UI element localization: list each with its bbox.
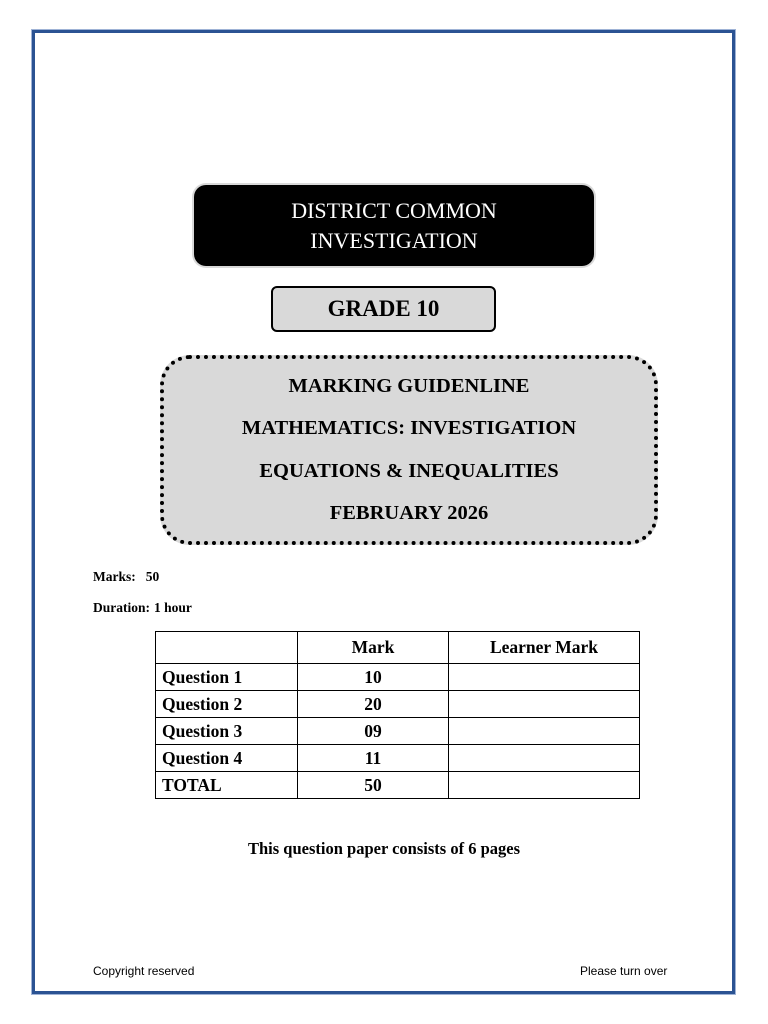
table-row [156, 745, 640, 772]
row-mark: 09 [298, 718, 449, 745]
row-item: Question 4 [156, 745, 298, 772]
table-total-row [156, 772, 640, 799]
grade-label: GRADE 10 [327, 296, 440, 321]
marks-label: Marks: [93, 569, 136, 584]
row-mark: 10 [298, 664, 449, 691]
marks-value: 50 [145, 569, 160, 584]
table-row [156, 664, 640, 691]
row-mark: 50 [298, 772, 449, 799]
pages-note: This question paper consists of 6 pages [247, 839, 520, 858]
grade-box [271, 286, 496, 332]
table-row [156, 691, 640, 718]
footer-turn-over: Please turn over [580, 964, 668, 978]
row-learner-mark [449, 691, 640, 718]
subject-line-2: MATHEMATICS: INVESTIGATION [241, 417, 577, 440]
duration-label: Duration: [93, 600, 150, 615]
row-mark: 20 [298, 691, 449, 718]
subject-box [160, 355, 658, 545]
table-header-learner-mark: Learner Mark [449, 632, 640, 664]
row-mark: 11 [298, 745, 449, 772]
title-banner [194, 185, 594, 266]
subject-line-1: MARKING GUIDENLINE [288, 374, 530, 397]
row-item: Question 2 [156, 691, 298, 718]
subject-line-3: EQUATIONS & INEQUALITIES [259, 459, 559, 482]
row-learner-mark [449, 718, 640, 745]
table-header-cell [156, 632, 298, 664]
marks-table [155, 631, 640, 799]
row-item: Question 3 [156, 718, 298, 745]
subject-line-4: FEBRUARY 2026 [329, 502, 489, 525]
duration-info [93, 600, 192, 616]
footer-copyright: Copyright reserved [93, 964, 195, 978]
banner-line-2: INVESTIGATION [310, 227, 478, 253]
row-learner-mark [449, 745, 640, 772]
banner-line-1: DISTRICT COMMON [291, 197, 497, 223]
table-header-mark: Mark [298, 632, 449, 664]
table-row [156, 718, 640, 745]
row-item: TOTAL [156, 772, 298, 799]
row-item: Question 1 [156, 664, 298, 691]
marks-info [93, 569, 159, 585]
row-learner-mark [449, 664, 640, 691]
table-header-row [156, 632, 640, 664]
row-learner-mark [449, 772, 640, 799]
duration-value: 1 hour [154, 600, 192, 615]
